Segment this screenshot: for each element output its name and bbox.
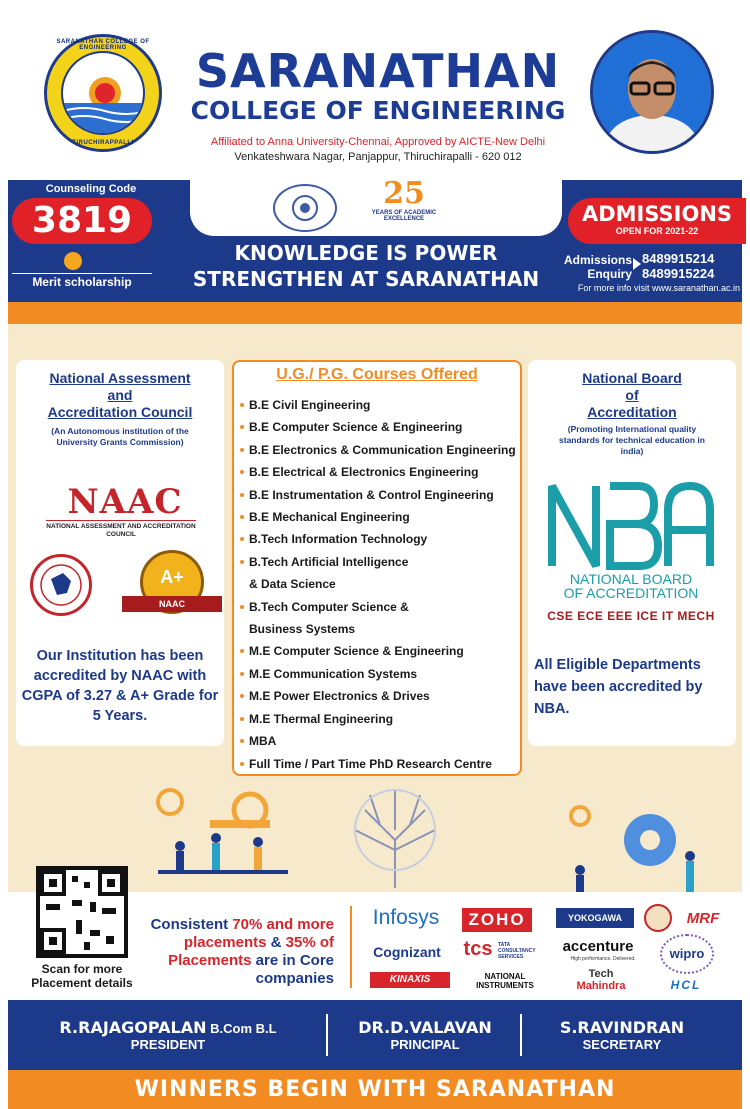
gears-illustration xyxy=(540,800,730,892)
placement-divider xyxy=(350,906,352,988)
silver-jubilee-badge xyxy=(356,178,452,222)
course-item: M.E Power Electronics & Drives xyxy=(240,685,520,707)
college-logo xyxy=(44,34,162,152)
logo-emblem xyxy=(61,51,145,135)
nba-statement: All Eligible Departments have been accredited by NBA. xyxy=(534,657,703,717)
course-list xyxy=(240,394,520,775)
naac-heading-line-3: Accreditation Council xyxy=(47,404,193,420)
course-item: B.Tech Artificial Intelligence xyxy=(240,551,520,573)
course-item-continued: & Data Science xyxy=(249,577,336,592)
arrow-right-icon xyxy=(633,258,641,270)
jubilee-number: 25 xyxy=(383,176,425,211)
phone-1[interactable]: 8489915214 xyxy=(642,251,715,266)
tree-illustration xyxy=(335,780,455,890)
nba-heading-line-3: Accreditation xyxy=(587,404,677,420)
official-president xyxy=(18,1018,318,1052)
enquiry-label-line-1: Admissions xyxy=(563,253,632,267)
courses-title: U.G./ P.G. Courses Offered xyxy=(276,366,478,383)
college-title: SARANATHAN xyxy=(195,44,561,98)
affiliation-text: Affiliated to Anna University-Chennai, Approved by AICTE-New Delhi xyxy=(210,136,546,148)
tcs-logo: tcs xyxy=(463,938,493,960)
course-item: B.Tech Computer Science & xyxy=(240,596,520,618)
admissions-badge xyxy=(568,198,746,244)
nba-heading-line-2: of xyxy=(625,387,639,403)
logo-ring-top-text: SARANATHAN COLLEGE OF ENGINEERING xyxy=(56,39,150,51)
mrf-logo: MRF xyxy=(686,910,720,927)
jubilee-text: YEARS OF ACADEMIC EXCELLENCE xyxy=(371,210,437,222)
naac-logo: NAAC xyxy=(67,482,183,522)
officials-divider xyxy=(326,1014,328,1056)
course-item-continued: Business Systems xyxy=(249,622,356,637)
accenture-logo: accenture xyxy=(562,938,634,955)
aplus-grade: A+ xyxy=(160,567,184,587)
course-item: Full Time / Part Time PhD Research Centre xyxy=(240,753,520,775)
tagline xyxy=(180,240,552,292)
qr-caption-line-1: Scan for more xyxy=(41,962,123,976)
tagline-line-1: KNOWLEDGE IS POWER xyxy=(234,241,498,265)
techm-line-2: Mahindra xyxy=(576,980,626,992)
tagline-line-2: STRENGTHEN AT SARANATHAN xyxy=(192,267,540,291)
yokogawa-logo: YOKOGAWA xyxy=(556,908,634,928)
admissions-label: ADMISSIONS xyxy=(581,202,733,226)
naac-ribbon: NAAC xyxy=(122,596,222,612)
president-qualification: B.Com B.L xyxy=(206,1021,277,1036)
officials-divider xyxy=(520,1014,522,1056)
merit-scholarship-label: Merit scholarship xyxy=(12,273,152,289)
course-item: M.E Computer Science & Engineering xyxy=(240,640,520,662)
hcl-logo: HCL xyxy=(670,978,702,992)
course-item: B.E Mechanical Engineering xyxy=(240,506,520,528)
counseling-code-label: Counseling Code xyxy=(45,183,137,195)
qr-code[interactable] xyxy=(36,866,128,958)
nba-heading-line-1: National Board xyxy=(582,370,682,386)
nba-departments: CSE ECE EEE ICE IT MECH xyxy=(547,609,715,623)
president-title: PRESIDENT xyxy=(130,1037,206,1052)
teamwork-illustration xyxy=(140,780,300,890)
principal-title: PRINCIPAL xyxy=(390,1037,460,1052)
enquiry-label-line-2: Enquiry xyxy=(587,267,632,281)
logo-ring-bottom-text: TIRUCHIRAPPALLI xyxy=(72,140,134,146)
accenture-tagline: High performance. Delivered. xyxy=(570,956,636,962)
principal-name: DR.D.VALAVAN xyxy=(358,1018,492,1037)
course-item: B.E Civil Engineering xyxy=(240,394,520,416)
official-principal xyxy=(330,1018,520,1052)
admissions-open-label: OPEN FOR 2021-22 xyxy=(615,226,699,236)
course-item: B.Tech Information Technology xyxy=(240,528,520,550)
founder-photo xyxy=(590,30,714,154)
enquiry-label xyxy=(550,253,632,281)
footer-slogan: WINNERS BEGIN WITH SARANATHAN xyxy=(8,1070,742,1109)
course-item: B.E Instrumentation & Control Engineering xyxy=(240,484,520,506)
course-item: MBA xyxy=(240,730,520,752)
secretary-name: S.RAVINDRAN xyxy=(559,1018,685,1037)
placement-statement: Consistent 70% and more placements & 35% of Placements are in Core companies xyxy=(150,916,334,987)
tcs-fullname: TATA CONSULTANCY SERVICES xyxy=(498,942,536,960)
enquiry-phones xyxy=(642,251,714,281)
nba-logo-icon xyxy=(546,480,716,570)
institution-emblem xyxy=(273,184,337,232)
phone-2[interactable]: 8489915224 xyxy=(642,266,715,281)
medal-icon xyxy=(64,252,82,270)
nba-heading xyxy=(528,370,736,421)
ni-logo-line-1: NATIONAL xyxy=(484,972,526,981)
naac-heading-line-1: National Assessment xyxy=(49,370,191,386)
course-item: B.E Electronics & Communication Engineering xyxy=(240,439,520,461)
official-secretary xyxy=(524,1018,720,1052)
nba-logo-subtitle-2: OF ACCREDITATION xyxy=(563,585,699,601)
cognizant-logo: Cognizant xyxy=(373,944,441,960)
ni-logo-line-2: INSTRUMENTS xyxy=(476,981,534,990)
secretary-title: SECRETARY xyxy=(582,1037,662,1052)
nba-logo-subtitle-1: NATIONAL BOARD xyxy=(569,571,693,587)
infosys-logo: Infosys xyxy=(372,906,440,929)
president-name: R.RAJAGOPALAN xyxy=(59,1018,207,1037)
naac-note: (An Autonomous institution of the University Grants Commission) xyxy=(51,426,189,447)
website-info[interactable]: For more info visit www.saranathan.ac.in xyxy=(577,283,740,293)
naac-statement: Our Institution has been accredited by NAAC with CGPA of 3.27 & A+ Grade for 5 Years. xyxy=(21,648,219,724)
naac-heading xyxy=(16,370,224,421)
kinaxis-logo: KINAXIS xyxy=(370,972,450,988)
techmahindra-logo xyxy=(566,968,636,992)
qr-caption-line-2: Placement details xyxy=(31,976,133,990)
address-text: Venkateshwara Nagar, Panjappur, Thiruchirapalli - 620 012 xyxy=(234,151,522,163)
ni-logo xyxy=(462,972,548,990)
counseling-code: 3819 xyxy=(12,198,152,244)
mrf-mascot-icon xyxy=(644,904,672,932)
nba-note: (Promoting International quality standards for technical education in india) xyxy=(559,424,705,456)
qr-caption xyxy=(20,962,144,990)
naac-heading-line-2: and xyxy=(107,387,133,403)
orange-divider xyxy=(8,302,742,324)
course-item: M.E Thermal Engineering xyxy=(240,708,520,730)
course-item: M.E Communication Systems xyxy=(240,663,520,685)
zoho-logo: ZOHO xyxy=(462,908,532,932)
naac-seal-icon xyxy=(30,554,92,616)
course-item: B.E Computer Science & Engineering xyxy=(240,416,520,438)
course-item: B.E Electrical & Electronics Engineering xyxy=(240,461,520,483)
techm-line-1: Tech xyxy=(588,968,614,980)
wipro-logo: wipro xyxy=(669,946,705,961)
naac-logo-subtitle: NATIONAL ASSESSMENT AND ACCREDITATION COUNCIL xyxy=(46,520,196,539)
college-subtitle: COLLEGE OF ENGINEERING xyxy=(190,96,566,125)
